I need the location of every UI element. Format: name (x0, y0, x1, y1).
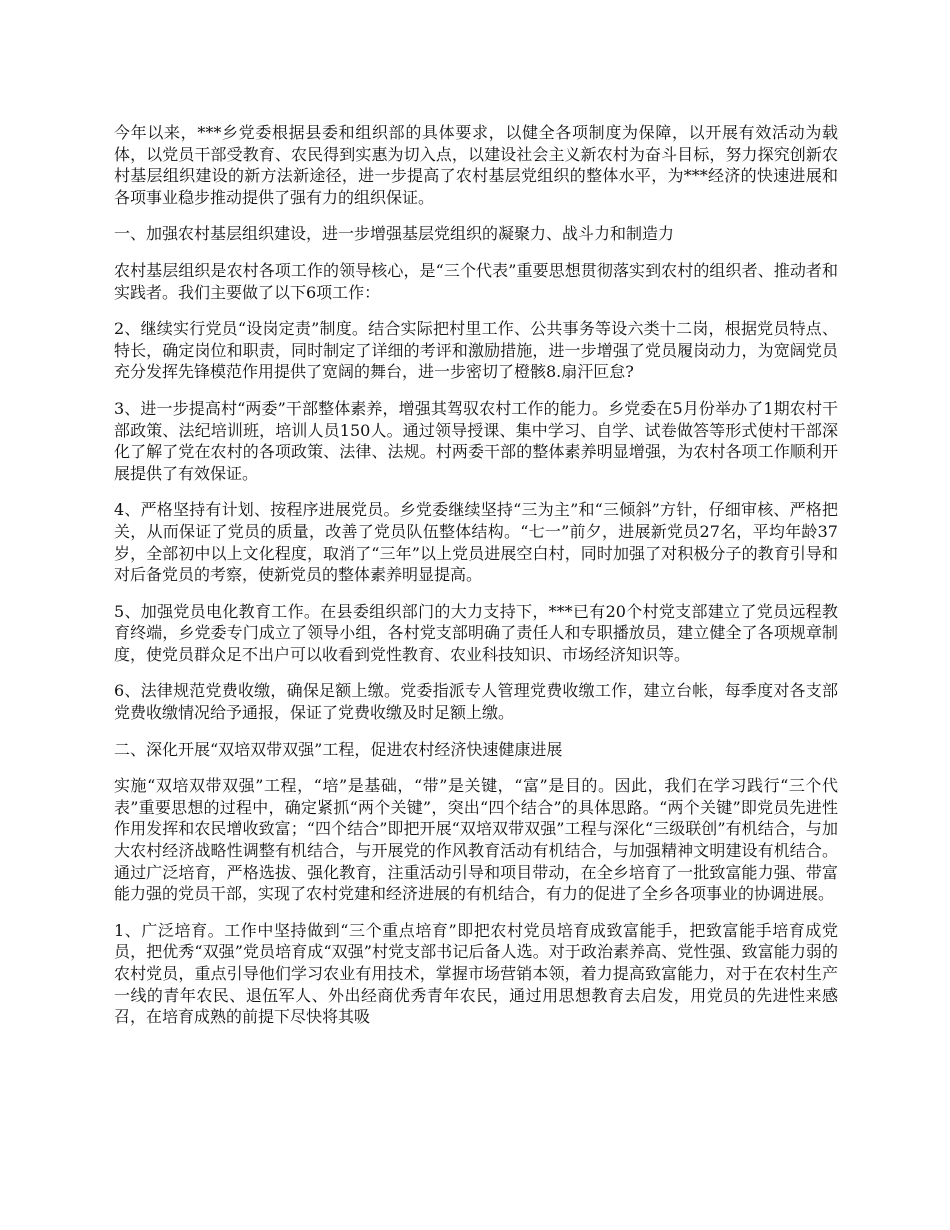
paragraph-intro: 今年以来，***乡党委根据县委和组织部的具体要求，以健全各项制度为保障，以开展有效活动为载体，以党员干部受教育、农民得到实惠为切入点，以建设社会主义新农村为奋斗目标，努力探究创新农村基层组织建设的新方法新途径，进一步提高了农村基层党组织的整体水平，为***经济的快速进展和各项事业稳步推动提供了强有力的组织保证。 (114, 123, 838, 207)
paragraph-item-5: 5、加强党员电化教育工作。在县委组织部门的大力支持下，***已有20个村党支部建立了党员远程教育终端，乡党委专门成立了领导小组，各村党支部明确了责任人和专职播放员，建立健全了各项规章制度，使党员群众足不出户可以收看到党性教育、农业科技知识、市场经济知识等。 (114, 601, 838, 664)
paragraph-section2-item-1: 1、广泛培育。工作中坚持做到“三个重点培育”即把农村党员培育成致富能手，把致富能手培育成党员，把优秀“双强”党员培育成“双强”村党支部书记后备人选。对于政治素养高、党性强、致富能力弱的农村党员，重点引导他们学习农业有用技术，掌握市场营销本领，着力提高致富能力，对于在农村生产一线的青年农民、退伍军人、外出经商优秀青年农民，通过用思想教育去启发，用党员的先进性来感召，在培育成熟的前提下尽快将其吸 (114, 920, 838, 1027)
paragraph-section2-intro: 实施“双培双带双强”工程，“培”是基础，“带”是关键，“富”是目的。因此，我们在学习践行“三个代表”重要思想的过程中，确定紧抓“两个关键”，突出“四个结合”的具体思路。“两个关键”即党员先进性作用发挥和农民增收致富；“四个结合”即把开展“双培双带双强”工程与深化“三级联创”有机结合，与加大农村经济战略性调整有机结合，与开展党的作风教育活动有机结合，与加强精神文明建设有机结合。通过广泛培育，严格选拔、强化教育，注重活动引导和项目带动，在全乡培育了一批致富能力强、带富能力强的党员干部，实现了农村党建和经济进展的有机结合，有力的促进了全乡各项事业的协调进展。 (114, 776, 838, 904)
paragraph-item-3: 3、进一步提高村“两委”干部整体素养，增强其驾驭农村工作的能力。乡党委在5月份举办了1期农村干部政策、法纪培训班，培训人员150人。通过领导授课、集中学习、自学、试卷做答等形式使村干部深化了解了党在农村的各项政策、法律、法规。村两委干部的整体素养明显增强，为农村各项工作顺利开展提供了有效保证。 (114, 398, 838, 483)
section-heading-2: 二、深化开展“双培双带双强”工程，促进农村经济快速健康进展 (114, 739, 563, 759)
section-heading-1: 一、加强农村基层组织建设，进一步增强基层党组织的凝聚力、战斗力和制造力 (114, 224, 675, 244)
paragraph-section1-intro: 农村基层组织是农村各项工作的领导核心，是“三个代表”重要思想贯彻落实到农村的组织者、推动者和实践者。我们主要做了以下6项工作： (114, 260, 838, 302)
paragraph-item-2: 2、继续实行党员“设岗定责”制度。结合实际把村里工作、公共事务等设六类十二岗，根据党员特点、特长，确定岗位和职责，同时制定了详细的考评和激励措施，进一步增强了党员履岗动力，为宽阔党员充分发挥先锋模范作用提供了宽阔的舞台，进一步密切了橙骸8.扇汗叵怠? (114, 319, 838, 382)
document-body (114, 122, 838, 1043)
paragraph-item-6: 6、法律规范党费收缴，确保足额上缴。党委指派专人管理党费收缴工作，建立台帐，每季度对各支部党费收缴情况给予通报，保证了党费收缴及时足额上缴。 (114, 681, 838, 723)
paragraph-item-4: 4、严格坚持有计划、按程序进展党员。乡党委继续坚持“三为主”和“三倾斜”方针，仔细审核、严格把关，从而保证了党员的质量，改善了党员队伍整体结构。“七一”前夕，进展新党员27名，平均年龄37岁，全部初中以上文化程度，取消了“三年”以上党员进展空白村，同时加强了对积极分子的教育引导和对后备党员的考察，使新党员的整体素养明显提高。 (114, 500, 838, 585)
